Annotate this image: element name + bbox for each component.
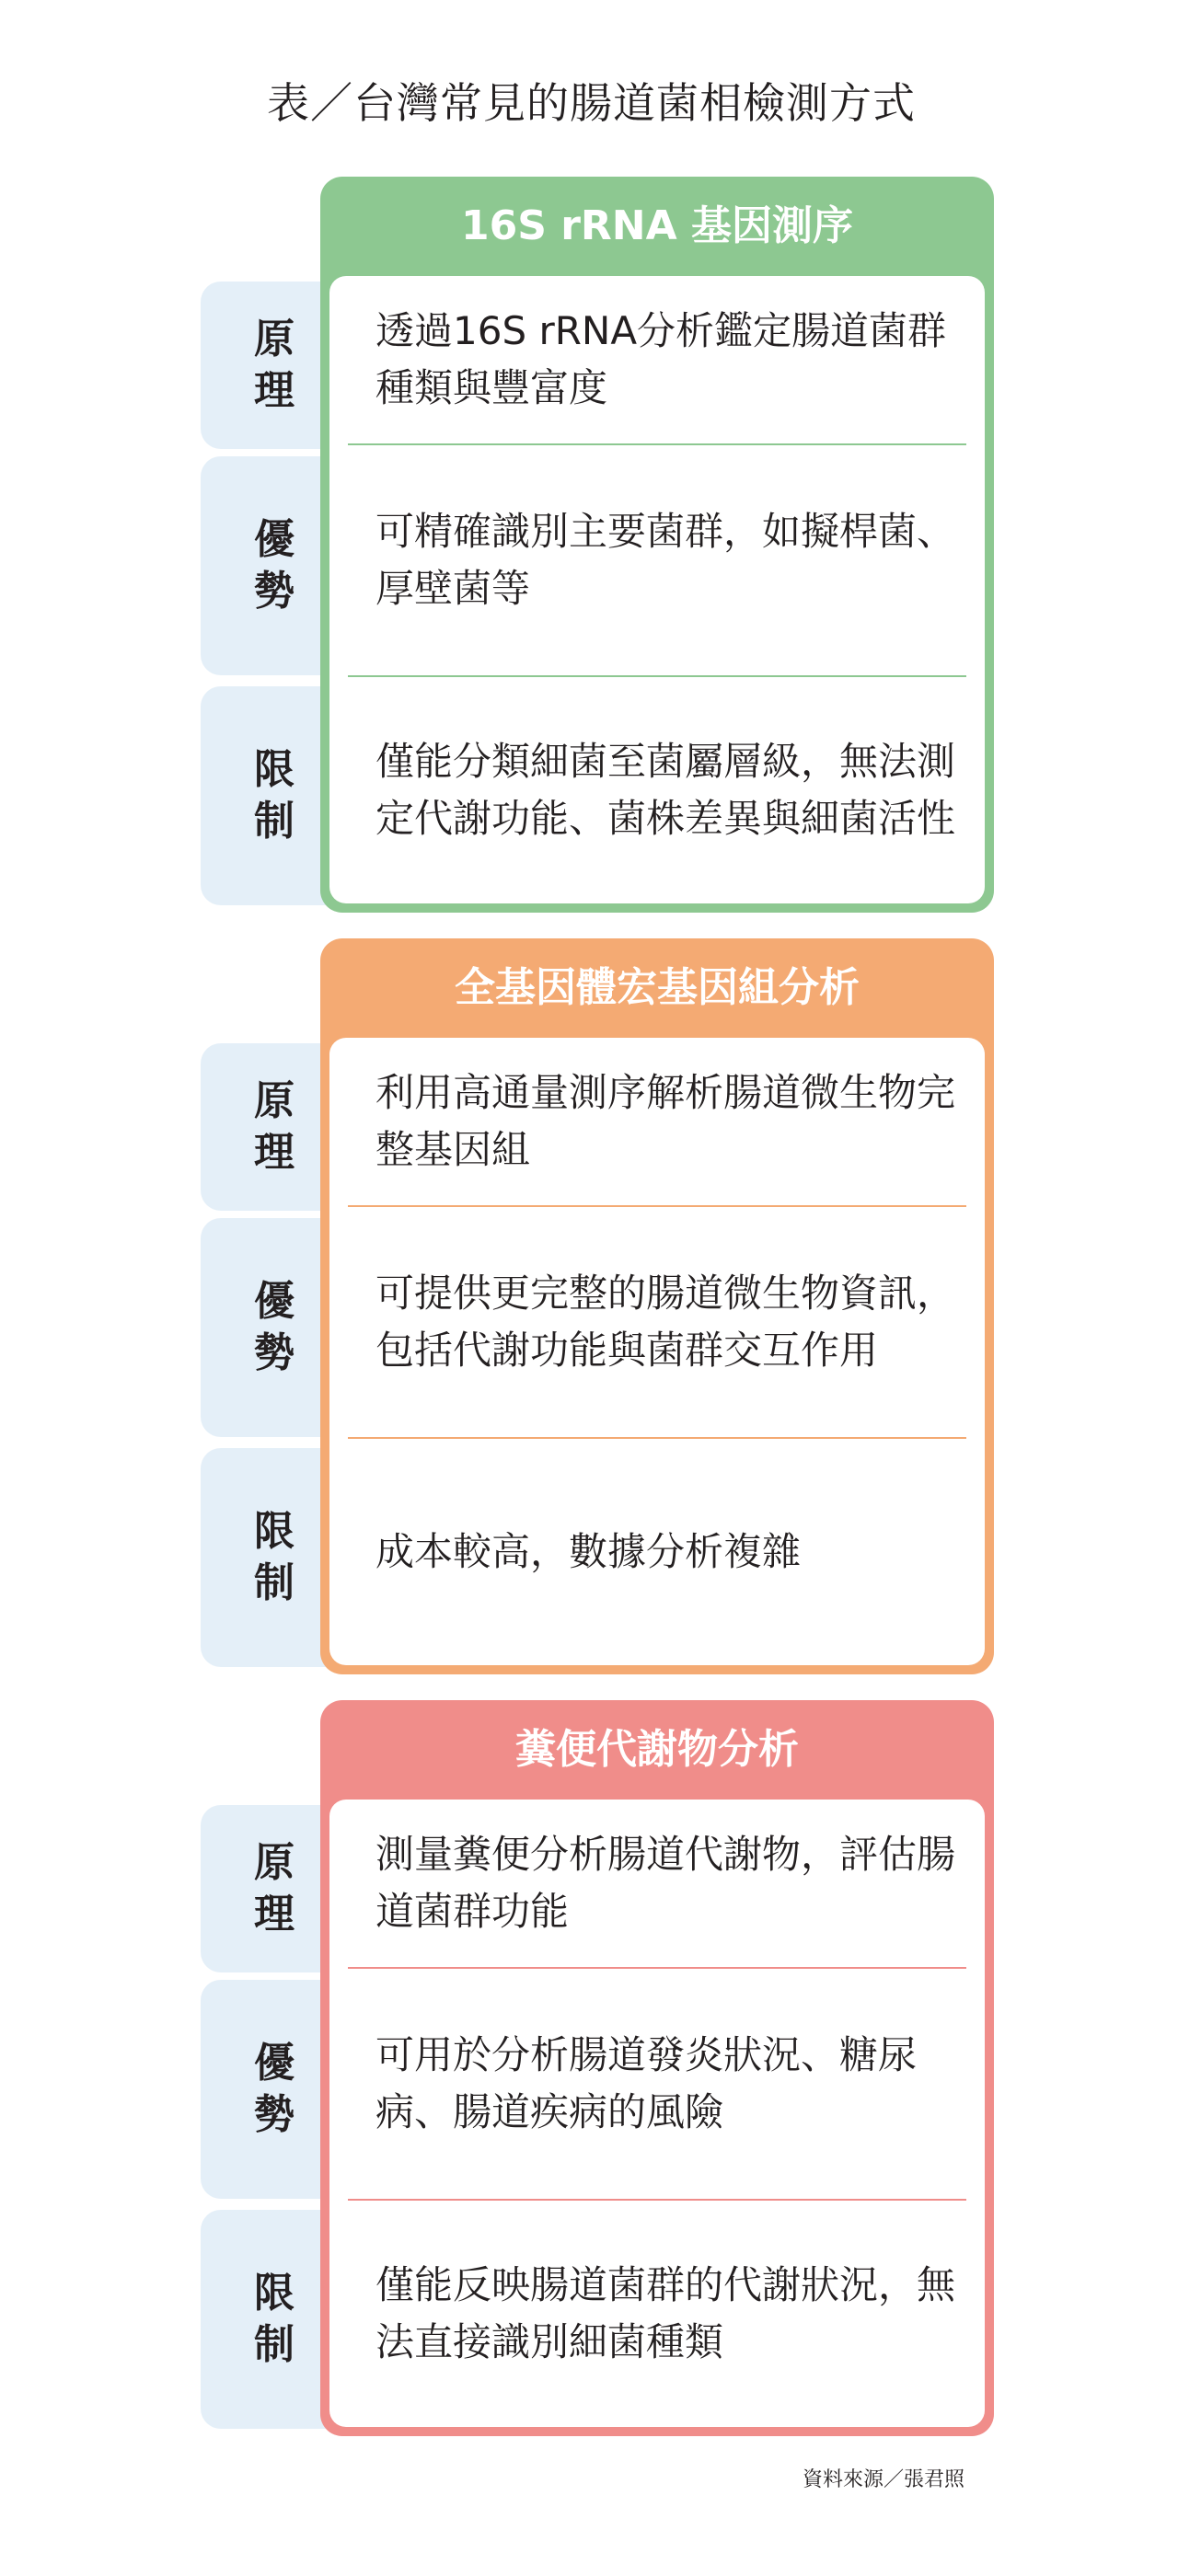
limitation-text: 僅能反映腸道菌群的代謝狀況，無法直接識別細菌種類 <box>375 2262 956 2364</box>
row-label-limitation: 限制 <box>201 686 348 905</box>
row-label-limitation: 限制 <box>201 1448 348 1667</box>
method-details <box>329 1800 985 2427</box>
row-label-advantage: 優勢 <box>201 1980 348 2199</box>
row-label-limitation: 限制 <box>201 2210 348 2429</box>
row-label-principle: 原理 <box>201 282 348 449</box>
principle-text: 測量糞便分析腸道代謝物，評估腸道菌群功能 <box>375 1832 956 1934</box>
page-title: 表／台灣常見的腸道菌相檢測方式 <box>267 78 916 128</box>
method-section-metagenomics <box>201 938 1178 1674</box>
limitation-text: 成本較高，數據分析複雜 <box>375 1529 802 1574</box>
method-panel <box>320 1700 994 2436</box>
source-credit: 資料來源／張君照 <box>802 2468 964 2491</box>
limitation-text: 僅能分類細菌至菌屬層級，無法測定代謝功能、菌株差異與細菌活性 <box>375 739 956 841</box>
method-panel <box>320 177 994 913</box>
method-title: 全基因體宏基因組分析 <box>455 964 860 1011</box>
row-label-advantage: 優勢 <box>201 456 348 675</box>
row-label-principle: 原理 <box>201 1043 348 1211</box>
principle-text: 利用高通量測序解析腸道微生物完整基因組 <box>375 1070 956 1172</box>
method-section-fecal-metabolites <box>201 1700 1178 2436</box>
advantage-text: 可精確識別主要菌群，如擬桿菌、厚壁菌等 <box>375 509 956 611</box>
advantage-text: 可用於分析腸道發炎狀況、糖尿病、腸道疾病的風險 <box>375 2032 918 2134</box>
advantage-text: 可提供更完整的腸道微生物資訊，包括代謝功能與菌群交互作用 <box>375 1271 956 1373</box>
method-title: 糞便代謝物分析 <box>515 1726 799 1773</box>
row-label-principle: 原理 <box>201 1805 348 1972</box>
method-section-16s <box>201 177 1178 913</box>
principle-text: 透過16S rRNA分析鑑定腸道菌群種類與豐富度 <box>375 308 947 410</box>
method-title: 16S rRNA 基因測序 <box>460 202 853 249</box>
row-label-advantage: 優勢 <box>201 1218 348 1437</box>
method-panel <box>320 938 994 1674</box>
method-details <box>329 1038 985 1665</box>
method-details <box>329 276 985 903</box>
